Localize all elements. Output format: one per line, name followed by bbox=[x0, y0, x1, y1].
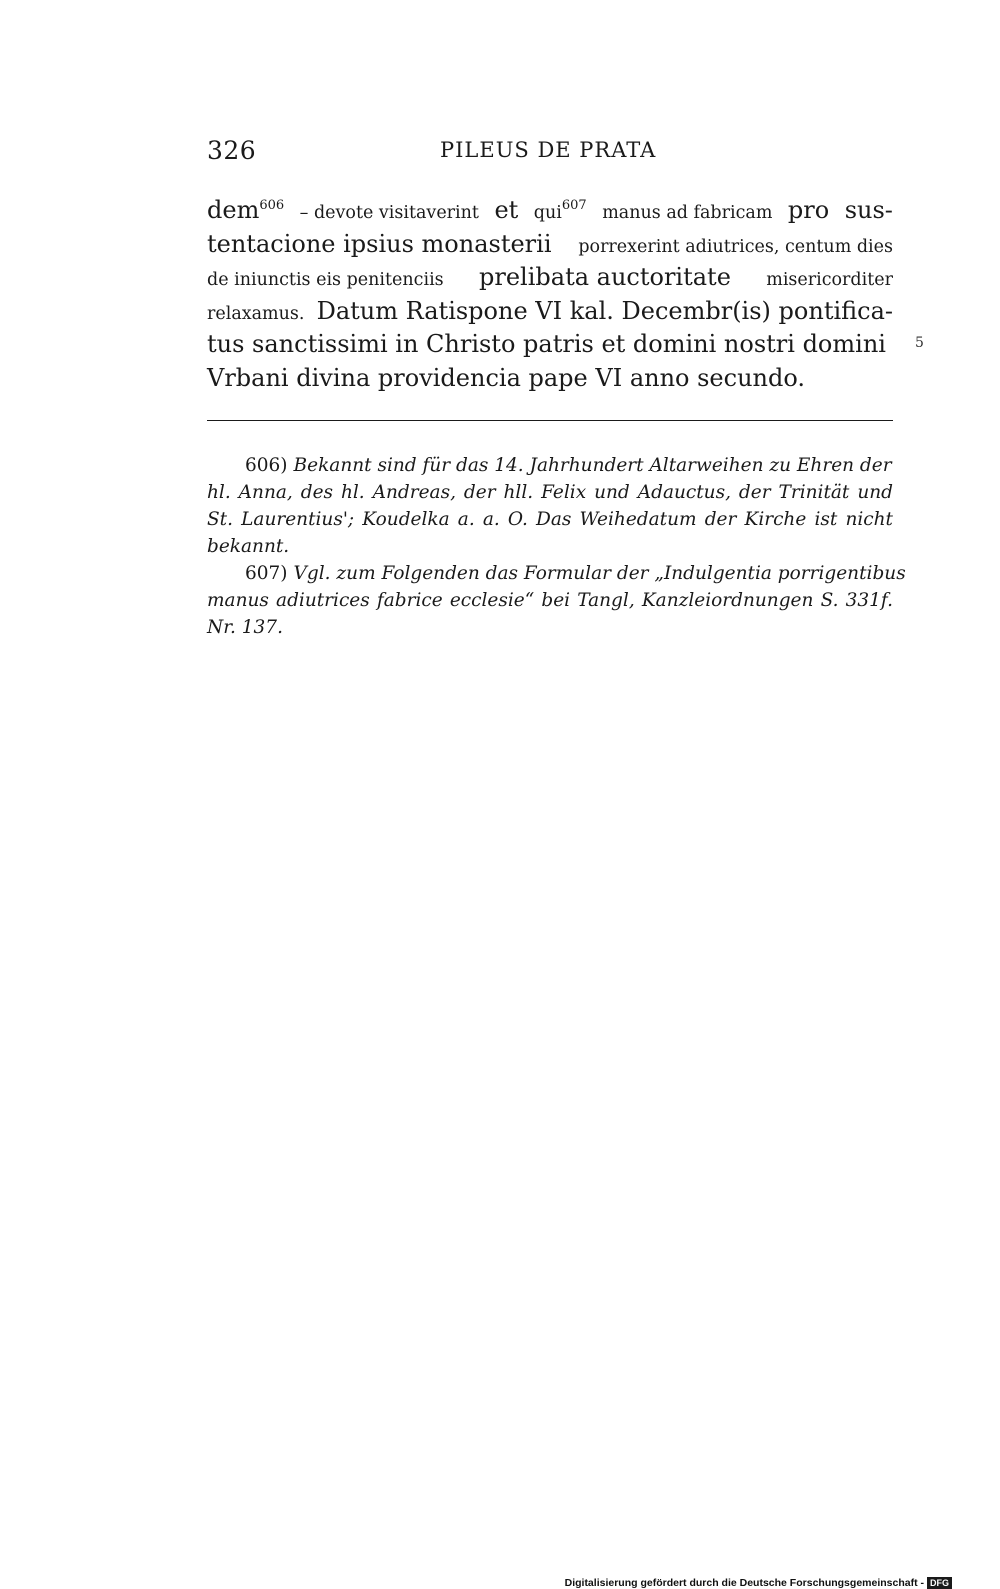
text-fragment: Datum Ratispone VI kal. Decembr(is) pontifica- bbox=[316, 296, 893, 325]
text-fragment: relaxamus. bbox=[207, 303, 305, 324]
footnote-number: 606) bbox=[245, 455, 288, 476]
text-fragment: sus- bbox=[844, 196, 893, 224]
text-fragment: tus sanctissimi in Christo patris et domini nostri domini bbox=[207, 330, 886, 358]
footnote-ref-607[interactable]: 607 bbox=[561, 198, 587, 213]
footnote-text: Nr. 137. bbox=[207, 617, 283, 638]
text-fragment: Vrbani divina providencia pape VI anno secundo. bbox=[207, 363, 806, 392]
word: dem bbox=[207, 196, 260, 224]
text-fragment: tentacione ipsius monasterii bbox=[207, 229, 552, 258]
footnote-text: Vgl. zum Folgenden das Formular der „Indulgentia porrigentibus bbox=[293, 563, 906, 584]
margin-line-number: 5 bbox=[915, 335, 924, 351]
footnote-number: 607) bbox=[245, 563, 288, 584]
text-fragment: de iniunctis eis penitenciis bbox=[207, 270, 444, 290]
dfg-logo: DFG bbox=[927, 1577, 952, 1589]
footnote-separator bbox=[207, 420, 893, 421]
text-line-4 bbox=[207, 297, 893, 331]
footnote-ref-606[interactable]: 606 bbox=[259, 198, 285, 213]
footnote-606 bbox=[207, 452, 893, 560]
footnote-text: bekannt. bbox=[207, 536, 290, 557]
text-fragment: porrexerint adiutrices, centum dies bbox=[578, 236, 893, 257]
main-text bbox=[207, 196, 893, 397]
digitization-credit bbox=[565, 1577, 952, 1589]
credit-text: Digitalisierung gefördert durch die Deutsche Forschungsgemeinschaft - bbox=[564, 1577, 924, 1589]
text-line-1 bbox=[207, 196, 893, 230]
footnotes bbox=[207, 452, 906, 641]
page-number: 326 bbox=[207, 136, 257, 165]
footnote-text: St. Laurentius'; Koudelka a. a. O. Das Weihedatum der Kirche ist nicht bbox=[207, 509, 893, 530]
text-fragment: manus ad fabricam bbox=[602, 203, 773, 223]
text-fragment: prelibata auctoritate bbox=[479, 263, 731, 291]
text-fragment: – devote visitaverint bbox=[299, 203, 479, 223]
footnote-text: hl. Anna, des hl. Andreas, der hll. Felix und Adauctus, der Trinität und bbox=[207, 482, 893, 503]
text-line-2 bbox=[207, 230, 893, 264]
text-fragment: misericorditer bbox=[766, 270, 893, 290]
footnote-text: Bekannt sind für das 14. Jahrhundert Altarweihen zu Ehren der bbox=[293, 455, 892, 476]
text-fragment: et bbox=[494, 196, 519, 224]
running-title: PILEUS DE PRATA bbox=[440, 138, 657, 162]
text-line-5 bbox=[207, 330, 893, 364]
footnote-607 bbox=[207, 560, 906, 641]
text-fragment: pro bbox=[787, 196, 830, 224]
footnote-text: manus adiutrices fabrice ecclesie“ bei Tangl, Kanzleiordnungen S. 331f. bbox=[207, 590, 893, 611]
text-line-3 bbox=[207, 263, 893, 297]
word: qui bbox=[533, 203, 562, 223]
text-line-6 bbox=[207, 364, 893, 398]
